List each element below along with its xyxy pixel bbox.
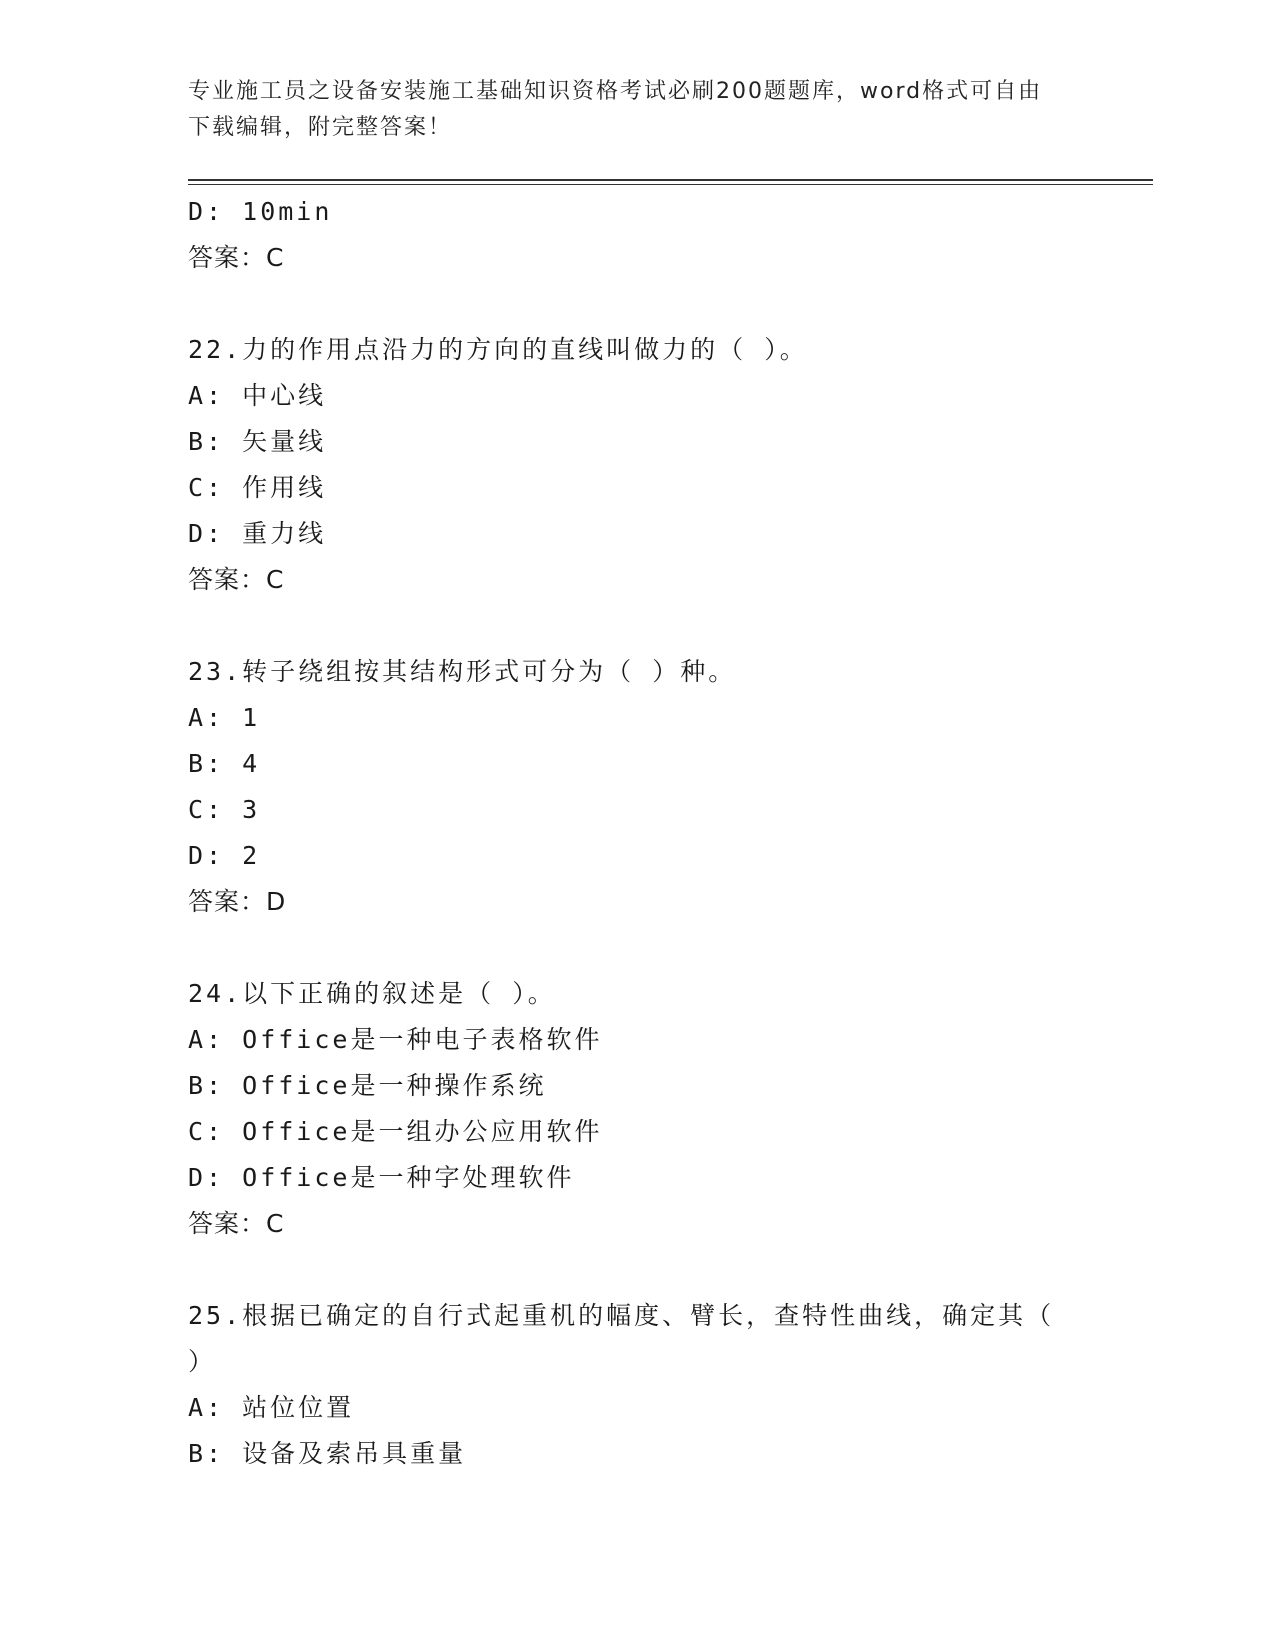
question-25 — [188, 1293, 1088, 1477]
question-stem: 22.力的作用点沿力的方向的直线叫做力的（ ）。 — [188, 335, 808, 364]
prev-option-d: D: 10min — [188, 197, 333, 226]
option-c: C: 作用线 — [188, 473, 327, 502]
option-b: B: 设备及索吊具重量 — [188, 1439, 467, 1468]
option-d: D: 重力线 — [188, 519, 327, 548]
option-a: A: Office是一种电子表格软件 — [188, 1025, 603, 1054]
header-line-1: 专业施工员之设备安装施工基础知识资格考试必刷200题题库，word格式可自由 — [188, 79, 1043, 104]
option-d: D: 2 — [188, 841, 261, 870]
option-c: C: 3 — [188, 795, 261, 824]
question-22 — [188, 327, 1088, 603]
prev-answer: 答案：C — [188, 243, 285, 272]
option-d: D: Office是一种字处理软件 — [188, 1163, 575, 1192]
question-24 — [188, 971, 1088, 1247]
answer: 答案：D — [188, 887, 287, 916]
option-c: C: Office是一组办公应用软件 — [188, 1117, 603, 1146]
option-a: A: 中心线 — [188, 381, 327, 410]
option-b: B: 矢量线 — [188, 427, 327, 456]
question-23 — [188, 649, 1088, 925]
question-stem: 23.转子绕组按其结构形式可分为（ ）种。 — [188, 657, 737, 686]
header-line-2: 下载编辑，附完整答案！ — [188, 115, 453, 140]
option-a: A: 站位位置 — [188, 1393, 355, 1422]
question-stem-line-1: 25.根据已确定的自行式起重机的幅度、臂长，查特性曲线，确定其（ — [188, 1301, 1055, 1330]
answer: 答案：C — [188, 565, 285, 594]
answer: 答案：C — [188, 1209, 285, 1238]
header-divider-thin — [188, 184, 1153, 185]
spacer — [188, 603, 1088, 649]
option-b: B: Office是一种操作系统 — [188, 1071, 547, 1100]
option-b: B: 4 — [188, 749, 261, 778]
question-stem-line-2: ） — [188, 1347, 217, 1376]
question-list — [188, 189, 1088, 1477]
spacer — [188, 281, 1088, 327]
spacer — [188, 1247, 1088, 1293]
option-a: A: 1 — [188, 703, 261, 732]
document-header — [188, 74, 1088, 146]
header-divider-thick — [188, 179, 1153, 181]
spacer — [188, 925, 1088, 971]
question-stem: 24.以下正确的叙述是（ ）。 — [188, 979, 556, 1008]
